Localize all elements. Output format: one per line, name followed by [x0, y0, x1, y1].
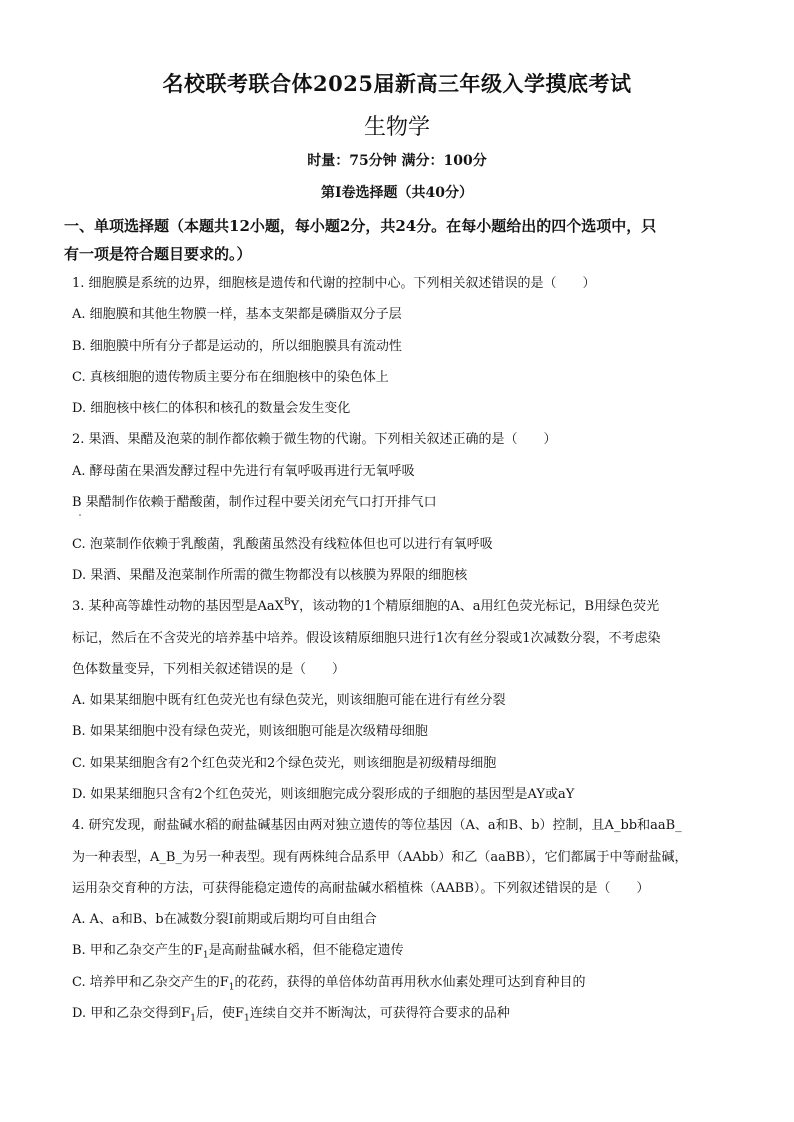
q3-stem-line-2: 标记，然后在不含荧光的培养基中培养。假设该精原细胞只进行1次有丝分裂或1次减数分裂，不考虑染: [72, 631, 661, 646]
q2-option-c: C. 泡菜制作依赖于乳酸菌，乳酸菌虽然没有线粒体但也可以进行有氧呼吸: [72, 537, 493, 552]
q4-option-c: C. 培养甲和乙杂交产生的$F_1$的花药，获得的单倍体幼苗再用秋水仙素处理可达到育种目的: [72, 975, 586, 993]
q1-option-d: D. 细胞核中核仁的体积和核孔的数量会发生变化: [72, 401, 351, 416]
q2-option-b: B 果醋制作依赖于醋酸菌，制作过程中要关闭充气口打开排气口: [72, 495, 437, 510]
q4-stem-line-2: 为一种表型，A_B_为另一种表型。现有两株纯合品系甲（AAbb）和乙（aaBB），它们都属于中等耐盐碱，: [72, 850, 688, 865]
q2-stem: 2. 果酒、果醋及泡菜的制作都依赖于微生物的代谢。下列相关叙述正确的是（ ）: [72, 432, 557, 447]
q1-option-c: C. 真核细胞的遗传物质主要分布在细胞核中的染色体上: [72, 370, 389, 385]
exam-title: 名校联考联合体2025届新高三年级入学摸底考试: [162, 71, 632, 96]
section-instructions: [64, 212, 732, 268]
q3-option-a: A. 如果某细胞中既有红色荧光也有绿色荧光，则该细胞可能在进行有丝分裂: [72, 693, 506, 708]
q1-option-a: A. 细胞膜和其他生物膜一样，基本支架都是磷脂双分子层: [72, 307, 402, 322]
q4-option-b: B. 甲和乙杂交产生的$F_1$是高耐盐碱水稻，但不能稳定遗传: [72, 943, 404, 961]
q3-stem-line-3: 色体数量变异，下列相关叙述错误的是（ ）: [72, 662, 346, 677]
exam-meta: 时量：75分钟 满分：100分: [307, 153, 487, 169]
q1-stem: 1. 细胞膜是系统的边界，细胞核是遗传和代谢的控制中心。下列相关叙述错误的是（ ）: [72, 276, 596, 291]
section-line-2: 有一项是符合题目要求的。）: [64, 245, 252, 263]
q3-option-b: B. 如果某细胞中没有绿色荧光，则该细胞可能是次级精母细胞: [72, 724, 428, 739]
q3-option-c: C. 如果某细胞含有2个红色荧光和2个绿色荧光，则该细胞是初级精母细胞: [72, 756, 497, 771]
q4-stem-line-3: 运用杂交育种的方法，可获得能稳定遗传的高耐盐碱水稻植株（AABB）。下列叙述错误的是（ ）: [72, 881, 650, 896]
q3-option-d: D. 如果某细胞只含有2个红色荧光，则该细胞完成分裂形成的子细胞的基因型是AY或aY: [72, 787, 575, 802]
q4-option-d: D. 甲和乙杂交得到$F_1$后，使$F_1$连续自交并不断淘汰，可获得符合要求的品种: [72, 1006, 510, 1024]
q1-option-b: B. 细胞膜中所有分子都是运动的，所以细胞膜具有流动性: [72, 339, 402, 354]
q4-stem-line-1: 4. 研究发现，耐盐碱水稻的耐盐碱基因由两对独立遗传的等位基因（A、a和B、b）控制，且A_bb和aaB_: [72, 818, 682, 833]
q2-option-d: D. 果酒、果醋及泡菜制作所需的微生物都没有以核膜为界限的细胞核: [72, 568, 468, 583]
section-line-1: 一、单项选择题（本题共12小题，每小题2分，共24分。在每小题给出的四个选项中，只: [64, 217, 657, 235]
q4-option-a: A. A、a和B、b在减数分裂Ⅰ前期或后期均可自由组合: [72, 912, 377, 927]
q2-option-a: A. 酵母菌在果酒发酵过程中先进行有氧呼吸再进行无氧呼吸: [72, 464, 415, 479]
q3-stem-line-1: 3. 某种高等雄性动物的基因型是AaX$^B$Y，该动物的1个精原细胞的A、a用红色荧光标记，B用绿色荧光: [72, 597, 660, 614]
subject-title: 生物学: [363, 115, 430, 140]
volume-heading: 第Ⅰ卷选择题（共40分）: [320, 185, 474, 201]
stray-dot: [79, 514, 81, 516]
